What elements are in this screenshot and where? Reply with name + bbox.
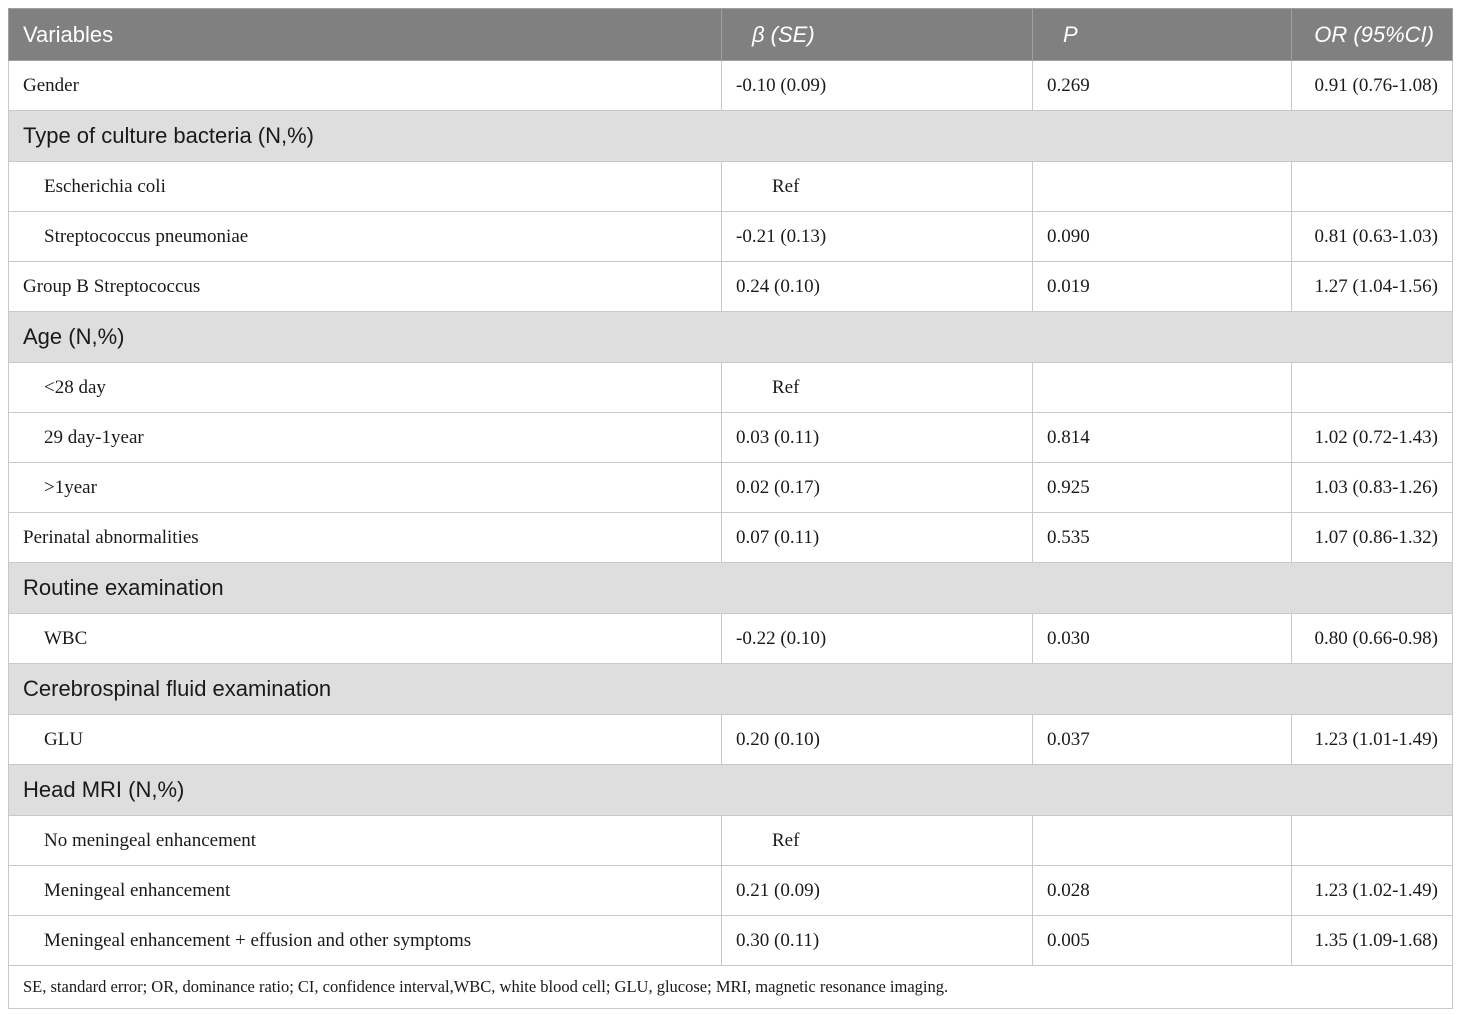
beta-se-cell: 0.02 (0.17) (722, 463, 1033, 513)
p-value-cell: 0.814 (1033, 413, 1292, 463)
beta-se-cell: 0.07 (0.11) (722, 513, 1033, 563)
table-row (9, 463, 1453, 513)
beta-se-cell: -0.22 (0.10) (722, 614, 1033, 664)
beta-se-cell: 0.24 (0.10) (722, 262, 1033, 312)
odds-ratio-cell: 1.35 (1.09-1.68) (1292, 916, 1453, 966)
table-footnote: SE, standard error; OR, dominance ratio; CI, confidence interval,WBC, white blood cell; GLU, glucose; MRI, magnetic resonance imaging. (9, 966, 1453, 1009)
table-row (9, 866, 1453, 916)
table-row (9, 816, 1453, 866)
odds-ratio-cell: 1.23 (1.01-1.49) (1292, 715, 1453, 765)
beta-se-cell: Ref (722, 162, 1033, 212)
p-value-cell: 0.019 (1033, 262, 1292, 312)
p-value-cell: 0.090 (1033, 212, 1292, 262)
section-row (9, 111, 1453, 162)
p-value-cell: 0.535 (1033, 513, 1292, 563)
variable-cell: Group B Streptococcus (9, 262, 722, 312)
variable-cell: 29 day-1year (9, 413, 722, 463)
p-value-cell: 0.037 (1033, 715, 1292, 765)
table-body (9, 61, 1453, 966)
section-label: Age (N,%) (9, 312, 1453, 363)
odds-ratio-cell: 0.80 (0.66-0.98) (1292, 614, 1453, 664)
table-row (9, 212, 1453, 262)
regression-table (8, 8, 1453, 1009)
variable-cell: GLU (9, 715, 722, 765)
odds-ratio-cell (1292, 162, 1453, 212)
odds-ratio-cell: 1.23 (1.02-1.49) (1292, 866, 1453, 916)
section-label: Type of culture bacteria (N,%) (9, 111, 1453, 162)
section-label: Head MRI (N,%) (9, 765, 1453, 816)
variable-cell: Meningeal enhancement (9, 866, 722, 916)
beta-se-cell: 0.20 (0.10) (722, 715, 1033, 765)
variable-cell: Gender (9, 61, 722, 111)
table-row (9, 262, 1453, 312)
beta-se-cell: Ref (722, 816, 1033, 866)
p-value-cell: 0.005 (1033, 916, 1292, 966)
variable-cell: Meningeal enhancement + effusion and other symptoms (9, 916, 722, 966)
p-value-cell: 0.030 (1033, 614, 1292, 664)
beta-se-cell: -0.10 (0.09) (722, 61, 1033, 111)
table-row (9, 363, 1453, 413)
section-label: Cerebrospinal fluid examination (9, 664, 1453, 715)
odds-ratio-cell: 1.27 (1.04-1.56) (1292, 262, 1453, 312)
section-row (9, 664, 1453, 715)
header-p-value: P (1033, 9, 1292, 61)
section-label: Routine examination (9, 563, 1453, 614)
beta-se-cell: 0.21 (0.09) (722, 866, 1033, 916)
variable-cell: Perinatal abnormalities (9, 513, 722, 563)
beta-se-cell: -0.21 (0.13) (722, 212, 1033, 262)
section-row (9, 563, 1453, 614)
odds-ratio-cell (1292, 363, 1453, 413)
variable-cell: Escherichia coli (9, 162, 722, 212)
p-value-cell: 0.925 (1033, 463, 1292, 513)
section-row (9, 765, 1453, 816)
odds-ratio-cell: 0.81 (0.63-1.03) (1292, 212, 1453, 262)
beta-se-cell: Ref (722, 363, 1033, 413)
variable-cell: WBC (9, 614, 722, 664)
beta-se-cell: 0.03 (0.11) (722, 413, 1033, 463)
table-row (9, 61, 1453, 111)
table-row (9, 162, 1453, 212)
table-header-row (9, 9, 1453, 61)
odds-ratio-cell (1292, 816, 1453, 866)
variable-cell: <28 day (9, 363, 722, 413)
variable-cell: Streptococcus pneumoniae (9, 212, 722, 262)
odds-ratio-cell: 1.07 (0.86-1.32) (1292, 513, 1453, 563)
beta-se-cell: 0.30 (0.11) (722, 916, 1033, 966)
header-variables: Variables (9, 9, 722, 61)
section-row (9, 312, 1453, 363)
odds-ratio-cell: 1.02 (0.72-1.43) (1292, 413, 1453, 463)
variable-cell: No meningeal enhancement (9, 816, 722, 866)
table-row (9, 916, 1453, 966)
table-row (9, 614, 1453, 664)
variable-cell: >1year (9, 463, 722, 513)
p-value-cell: 0.028 (1033, 866, 1292, 916)
odds-ratio-cell: 1.03 (0.83-1.26) (1292, 463, 1453, 513)
table-row (9, 413, 1453, 463)
table-row (9, 513, 1453, 563)
p-value-cell (1033, 816, 1292, 866)
p-value-cell (1033, 363, 1292, 413)
odds-ratio-cell: 0.91 (0.76-1.08) (1292, 61, 1453, 111)
table-row (9, 715, 1453, 765)
header-odds-ratio: OR (95%CI) (1292, 9, 1453, 61)
p-value-cell: 0.269 (1033, 61, 1292, 111)
header-beta-se: β (SE) (722, 9, 1033, 61)
footnote-row (9, 966, 1453, 1009)
p-value-cell (1033, 162, 1292, 212)
